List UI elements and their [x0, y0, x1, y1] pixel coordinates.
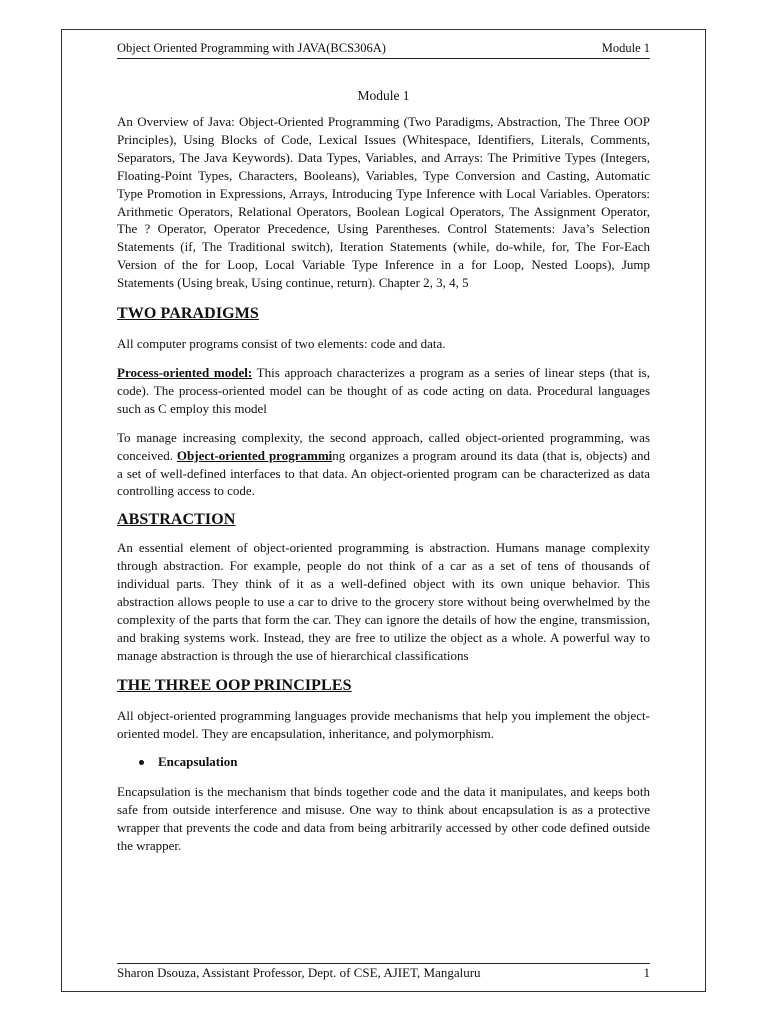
oop-text-pre: To manage increasing complexity, the second approach, called object-oriented programming, was conceived.	[117, 429, 650, 463]
encapsulation-paragraph: Encapsulation is the mechanism that binds together code and the data it manipulates, and keeps both safe from outside interference and misuse. One way to think about encapsulation is as a protective wrapper that prevents the code and data from being arbitrarily accessed by other code defined outside the wrapper.	[117, 784, 650, 854]
module-title: Module 1	[357, 88, 410, 103]
page-header	[117, 40, 650, 59]
process-oriented-paragraph	[117, 364, 650, 418]
process-oriented-label: Process-oriented model:	[117, 364, 253, 380]
oop-text-post: ng organizes a program around its data (that is, objects) and a set of well-defined interfaces to that data. An object-oriented program can be characterized as data controlling access to code.	[117, 447, 650, 499]
object-oriented-paragraph	[117, 429, 650, 501]
header-module: Module 1	[601, 41, 650, 55]
bullet-encapsulation	[139, 754, 650, 770]
bullet-encapsulation-label: Encapsulation	[158, 754, 238, 770]
bullet-dot-icon	[139, 760, 144, 765]
page-footer	[117, 963, 650, 981]
process-oriented-text: This approach characterizes a program as a series of linear steps (that is, code). The process-oriented model can be thought of as code acting on data. Procedural languages such as C employ this model	[117, 364, 650, 416]
footer-author: Sharon Dsouza, Assistant Professor, Dept. of CSE, AJIET, Mangaluru	[117, 965, 481, 980]
heading-two-paradigms: TWO PARADIGMS	[117, 305, 259, 323]
page-content	[117, 40, 650, 855]
footer-page-number: 1	[643, 965, 650, 980]
header-course-title: Object Oriented Programming with JAVA(BCS306A)	[117, 41, 386, 55]
abstraction-paragraph: An essential element of object-oriented programming is abstraction. Humans manage complexity through abstraction. For example, people do not think of a car as a set of tens of thousands of individual parts. They think of it as a well-defined object with its own unique behavior. This abstraction allows people to use a car to drive to the grocery store without being overwhelmed by the complexity of the parts that form the car. They can ignore the details of how the engine, transmission, and braking systems work. Instead, they are free to utilize the object as a whole. A powerful way to manage abstraction is through the use of hierarchical classifications	[117, 540, 650, 663]
oop-bold-term: Object-oriented programmi	[176, 447, 333, 463]
heading-abstraction: ABSTRACTION	[117, 511, 236, 529]
overview-paragraph: An Overview of Java: Object-Oriented Programming (Two Paradigms, Abstraction, The Three OOP Principles), Using Blocks of Code, Lexical Issues (Whitespace, Identifiers, Literals, Comments, Separators, The Java Keywords). Data Types, Variables, and Arrays: The Primitive Types (Integers, Floating-Point Types, Characters, Booleans), Variables, Type Conversion and Casting, Automatic Type Promotion in Expressions, Arrays, Introducing Type Inference with Local Variables. Operators: Arithmetic Operators, Relational Operators, Boolean Logical Operators, The Assignment Operator, The ? Operator, Operator Precedence, Using Parentheses. Control Statements: Java’s Selection Statements (if, The Traditional switch), Iteration Statements (while, do-while, for, The For-Each Version of the for Loop, Local Variable Type Inference in a for Loop, Nested Loops), Jump Statements (Using break, Using continue, return). Chapter 2, 3, 4, 5	[117, 114, 650, 291]
paradigms-intro: All computer programs consist of two elements: code and data.	[117, 336, 446, 352]
heading-three-oop-principles: THE THREE OOP PRINCIPLES	[117, 676, 352, 694]
oop-principles-paragraph: All object-oriented programming languages provide mechanisms that help you implement the object-oriented model. They are encapsulation, inheritance, and polymorphism.	[117, 707, 650, 741]
